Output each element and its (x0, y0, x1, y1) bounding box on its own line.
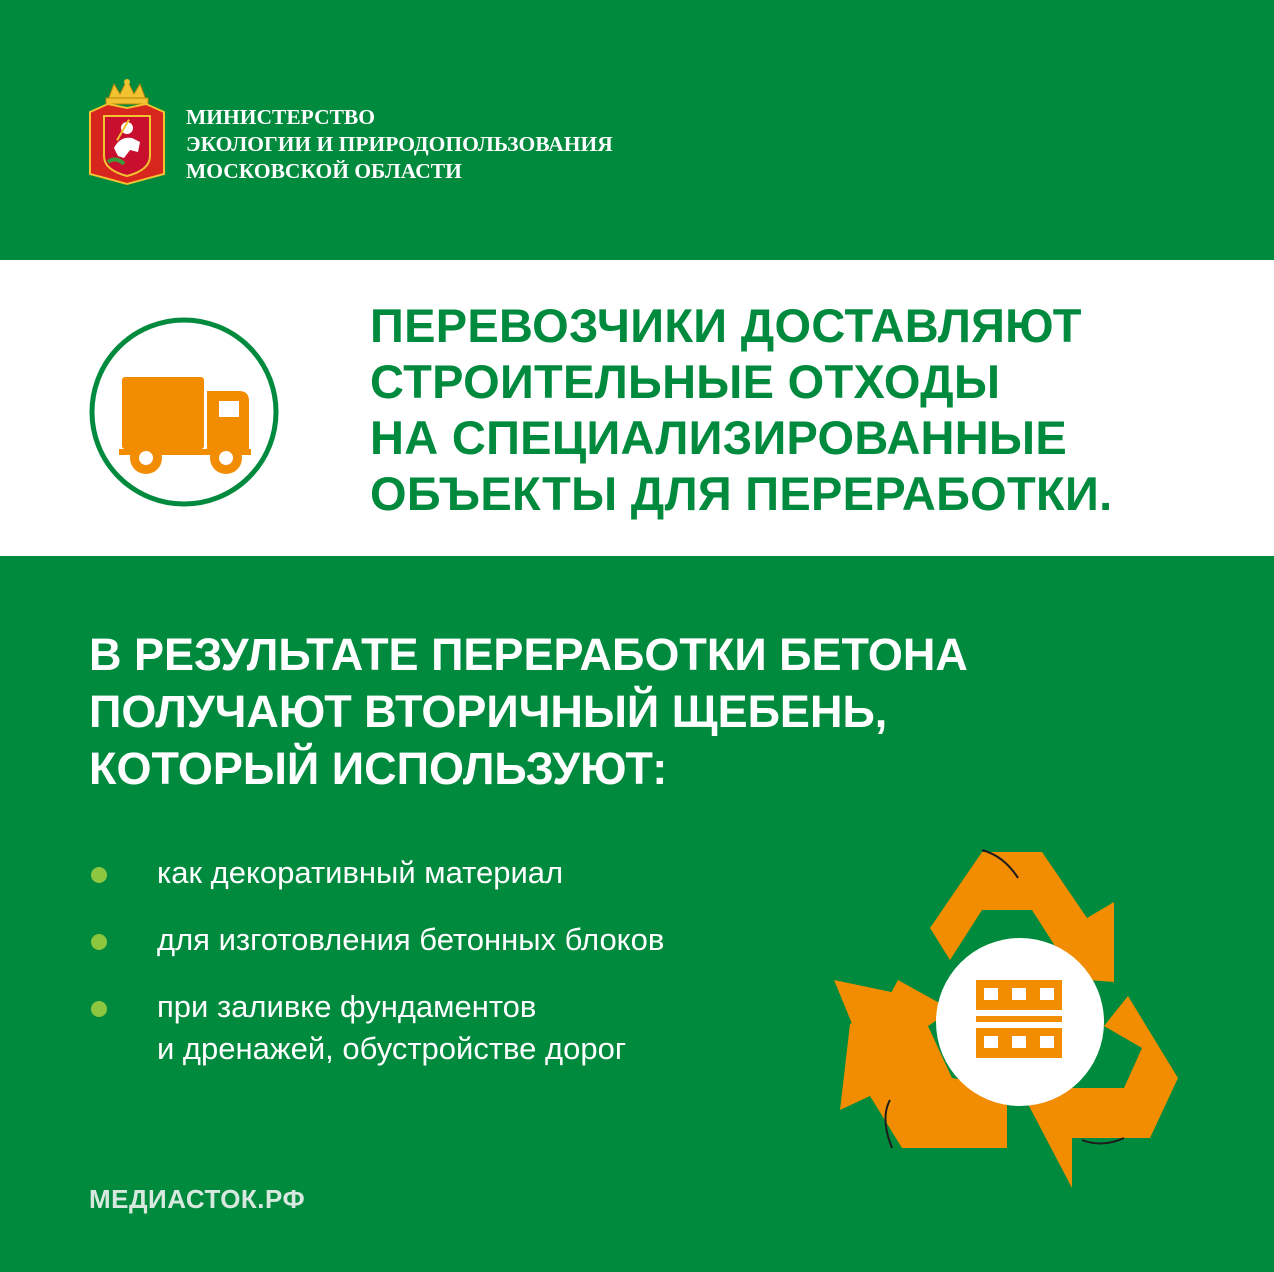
coat-of-arms-icon (86, 78, 168, 186)
bullet-icon (91, 934, 107, 950)
bullet-icon (91, 1001, 107, 1017)
main-title-line-1: В РЕЗУЛЬТАТЕ ПЕРЕРАБОТКИ БЕТОНА (89, 629, 968, 680)
main-title-line-2: ПОЛУЧАЮТ ВТОРИЧНЫЙ ЩЕБЕНЬ, (89, 686, 888, 737)
bullet-icon (91, 867, 107, 883)
main-title (89, 626, 968, 797)
main-title-line-3: КОТОРЫЙ ИСПОЛЬЗУЮТ: (89, 743, 668, 794)
uses-list (89, 852, 809, 1070)
recycle-icon (832, 848, 1196, 1198)
list-item-text: при заливке фундаментов (157, 989, 537, 1024)
list-item-text-continued: и дренажей, обустройстве дорог (157, 1031, 627, 1066)
band-headline-line-3: НА СПЕЦИАЛИЗИРОВАННЫЕ (370, 411, 1068, 464)
list-item-text: для изготовления бетонных блоков (157, 922, 665, 957)
band-headline-line-1: ПЕРЕВОЗЧИКИ ДОСТАВЛЯЮТ (370, 299, 1082, 352)
list-item-text: как декоративный материал (157, 855, 564, 890)
ministry-line-2: ЭКОЛОГИИ И ПРИРОДОПОЛЬЗОВАНИЯ (186, 132, 613, 156)
band-headline-line-2: СТРОИТЕЛЬНЫЕ ОТХОДЫ (370, 355, 1001, 408)
header (0, 0, 1274, 260)
headline-band (0, 260, 1274, 556)
ministry-line-3: МОСКОВСКОЙ ОБЛАСТИ (186, 159, 462, 183)
ministry-name (186, 104, 613, 185)
list-item (89, 986, 809, 1070)
list-item (89, 919, 809, 961)
ministry-line-1: МИНИСТЕРСТВО (186, 105, 375, 129)
band-headline (370, 298, 1112, 522)
footer-site: МЕДИАСТОК.РФ (89, 1184, 306, 1214)
list-item (89, 852, 809, 894)
truck-icon (89, 317, 279, 507)
band-headline-line-4: ОБЪЕКТЫ ДЛЯ ПЕРЕРАБОТКИ. (370, 467, 1113, 520)
